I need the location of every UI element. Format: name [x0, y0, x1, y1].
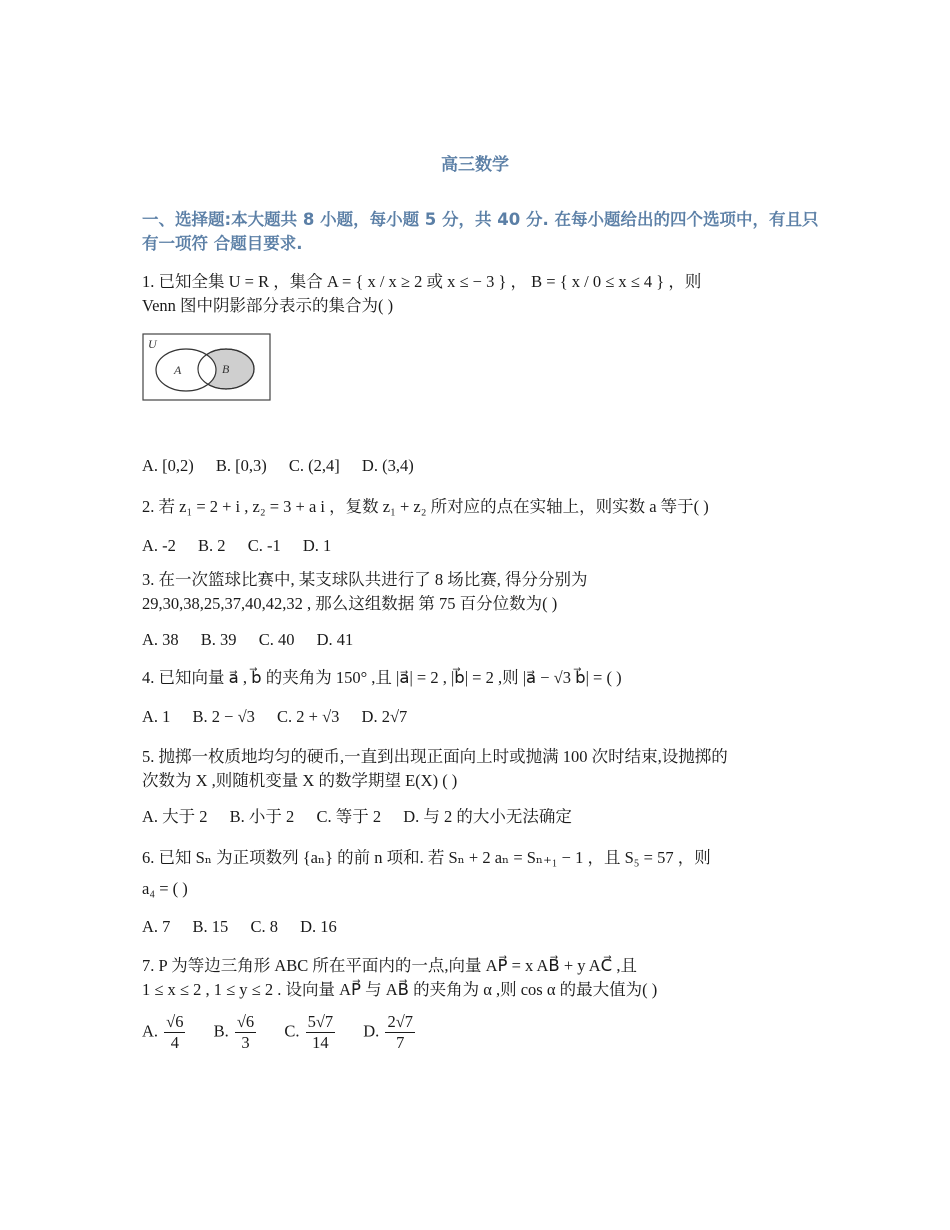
question-7-line-2: 1 ≤ x ≤ 2 , 1 ≤ y ≤ 2 . 设向量 AP⃗ 与 AB⃗ 的夹角为 α ,则 cos α 的最大值为( ) — [142, 980, 658, 999]
question-1-line-2: Venn 图中阴影部分表示的集合为( ) — [142, 296, 394, 315]
question-2-options — [142, 534, 832, 558]
option-b[interactable]: B. 39 — [200, 630, 237, 649]
option-a[interactable]: A. 38 — [142, 630, 179, 649]
fraction — [235, 1012, 256, 1053]
option-c[interactable]: C. 40 — [258, 630, 295, 649]
fraction — [385, 1012, 415, 1053]
venn-label-u: U — [148, 337, 157, 351]
option-c[interactable]: C. 8 — [250, 917, 278, 936]
option-b[interactable]: B. 15 — [192, 917, 229, 936]
option-label: D. — [363, 1021, 380, 1041]
question-4-line-1: 4. 已知向量 a⃗ , b⃗ 的夹角为 150° ,且 |a⃗| = 2 , |b⃗| = 2 ,则 |a⃗ − √3 b⃗| = ( ) — [142, 668, 622, 687]
fraction-denominator: 7 — [396, 1033, 405, 1052]
option-label: A. — [142, 1021, 159, 1041]
option-d[interactable]: D. (3,4) — [361, 456, 414, 475]
section-heading: 一、选择题:本大题共 8 小题，每小题 5 分，共 40 分. 在每小题给出的四个选项中，有且只有一项符 合题目要求. — [142, 210, 819, 253]
venn-label-a: A — [174, 363, 182, 377]
question-6-options — [142, 915, 832, 939]
option-d[interactable]: D. 1 — [302, 536, 332, 555]
option-d[interactable] — [363, 1012, 417, 1053]
question-5-line-1: 5. 抛掷一枚质地均匀的硬币,一直到出现正面向上时或抛满 100 次时结束,设抛掷的 — [142, 747, 728, 766]
fraction — [306, 1012, 336, 1053]
question-5-line-2: 次数为 X ,则随机变量 X 的数学期望 E(X) ( ) — [142, 771, 458, 790]
option-a[interactable]: A. 7 — [142, 917, 171, 936]
fraction — [164, 1012, 185, 1053]
option-c[interactable]: C. (2,4] — [288, 456, 340, 475]
question-7-line-1: 7. P 为等边三角形 ABC 所在平面内的一点,向量 AP⃗ = x AB⃗ + y AC⃗ ,且 — [142, 956, 637, 975]
option-c[interactable] — [284, 1012, 337, 1053]
question-5-options — [142, 805, 832, 829]
fraction-numerator: √6 — [236, 1012, 255, 1031]
page-title: 高三数学 — [441, 155, 509, 175]
fraction-denominator: 14 — [312, 1033, 329, 1052]
option-a[interactable]: A. -2 — [142, 536, 176, 555]
option-a[interactable]: A. 1 — [142, 707, 171, 726]
option-d[interactable]: D. 2√7 — [361, 707, 408, 726]
question-1-options — [142, 454, 832, 478]
option-c[interactable]: C. 等于 2 — [316, 807, 382, 826]
fraction-numerator: 2√7 — [387, 1012, 413, 1031]
fraction-numerator: 5√7 — [307, 1012, 334, 1031]
question-7-options — [142, 1012, 439, 1053]
option-b[interactable] — [214, 1012, 259, 1053]
option-d[interactable]: D. 16 — [300, 917, 337, 936]
question-3-line-2: 29,30,38,25,37,40,42,32 , 那么这组数据 第 75 百分位数为( ) — [142, 594, 558, 613]
question-4-options — [142, 705, 832, 729]
question-3-line-1: 3. 在一次篮球比赛中, 某支球队共进行了 8 场比赛, 得分分别为 — [142, 570, 588, 589]
fraction-denominator: 3 — [241, 1033, 250, 1052]
question-3-options — [142, 628, 832, 652]
option-a[interactable]: A. 大于 2 — [142, 807, 208, 826]
option-label: C. — [284, 1021, 300, 1041]
option-b[interactable]: B. 2 − √3 — [192, 707, 255, 726]
option-c[interactable]: C. 2 + √3 — [277, 707, 340, 726]
fraction-numerator: √6 — [166, 1012, 184, 1031]
option-d[interactable]: D. 41 — [316, 630, 354, 649]
question-6-line-2: a₄ = ( ) — [142, 879, 188, 898]
question-6-line-1: 6. 已知 Sₙ 为正项数列 {aₙ} 的前 n 项和. 若 Sₙ + 2 aₙ = Sₙ₊₁ − 1 ，且 S₅ = 57 ，则 — [142, 848, 711, 867]
question-2-line-1: 2. 若 z₁ = 2 + i , z₂ = 3 + a i ，复数 z₁ + z₂ 所对应的点在实轴上，则实数 a 等于( ) — [142, 497, 709, 516]
venn-label-b: B — [222, 362, 230, 376]
fraction-denominator: 4 — [170, 1033, 179, 1052]
option-b[interactable]: B. 2 — [198, 536, 226, 555]
option-b[interactable]: B. 小于 2 — [229, 807, 295, 826]
question-1-line-1: 1. 已知全集 U = R ，集合 A = { x / x ≥ 2 或 x ≤ − 3 } ， B = { x / 0 ≤ x ≤ 4 } ，则 — [142, 272, 702, 291]
option-a[interactable]: A. [0,2) — [142, 456, 194, 475]
option-d[interactable]: D. 与 2 的大小无法确定 — [403, 807, 572, 826]
option-b[interactable]: B. [0,3) — [215, 456, 267, 475]
venn-diagram — [142, 333, 272, 403]
option-label: B. — [213, 1021, 229, 1041]
option-c[interactable]: C. -1 — [247, 536, 281, 555]
option-a[interactable] — [142, 1012, 187, 1053]
